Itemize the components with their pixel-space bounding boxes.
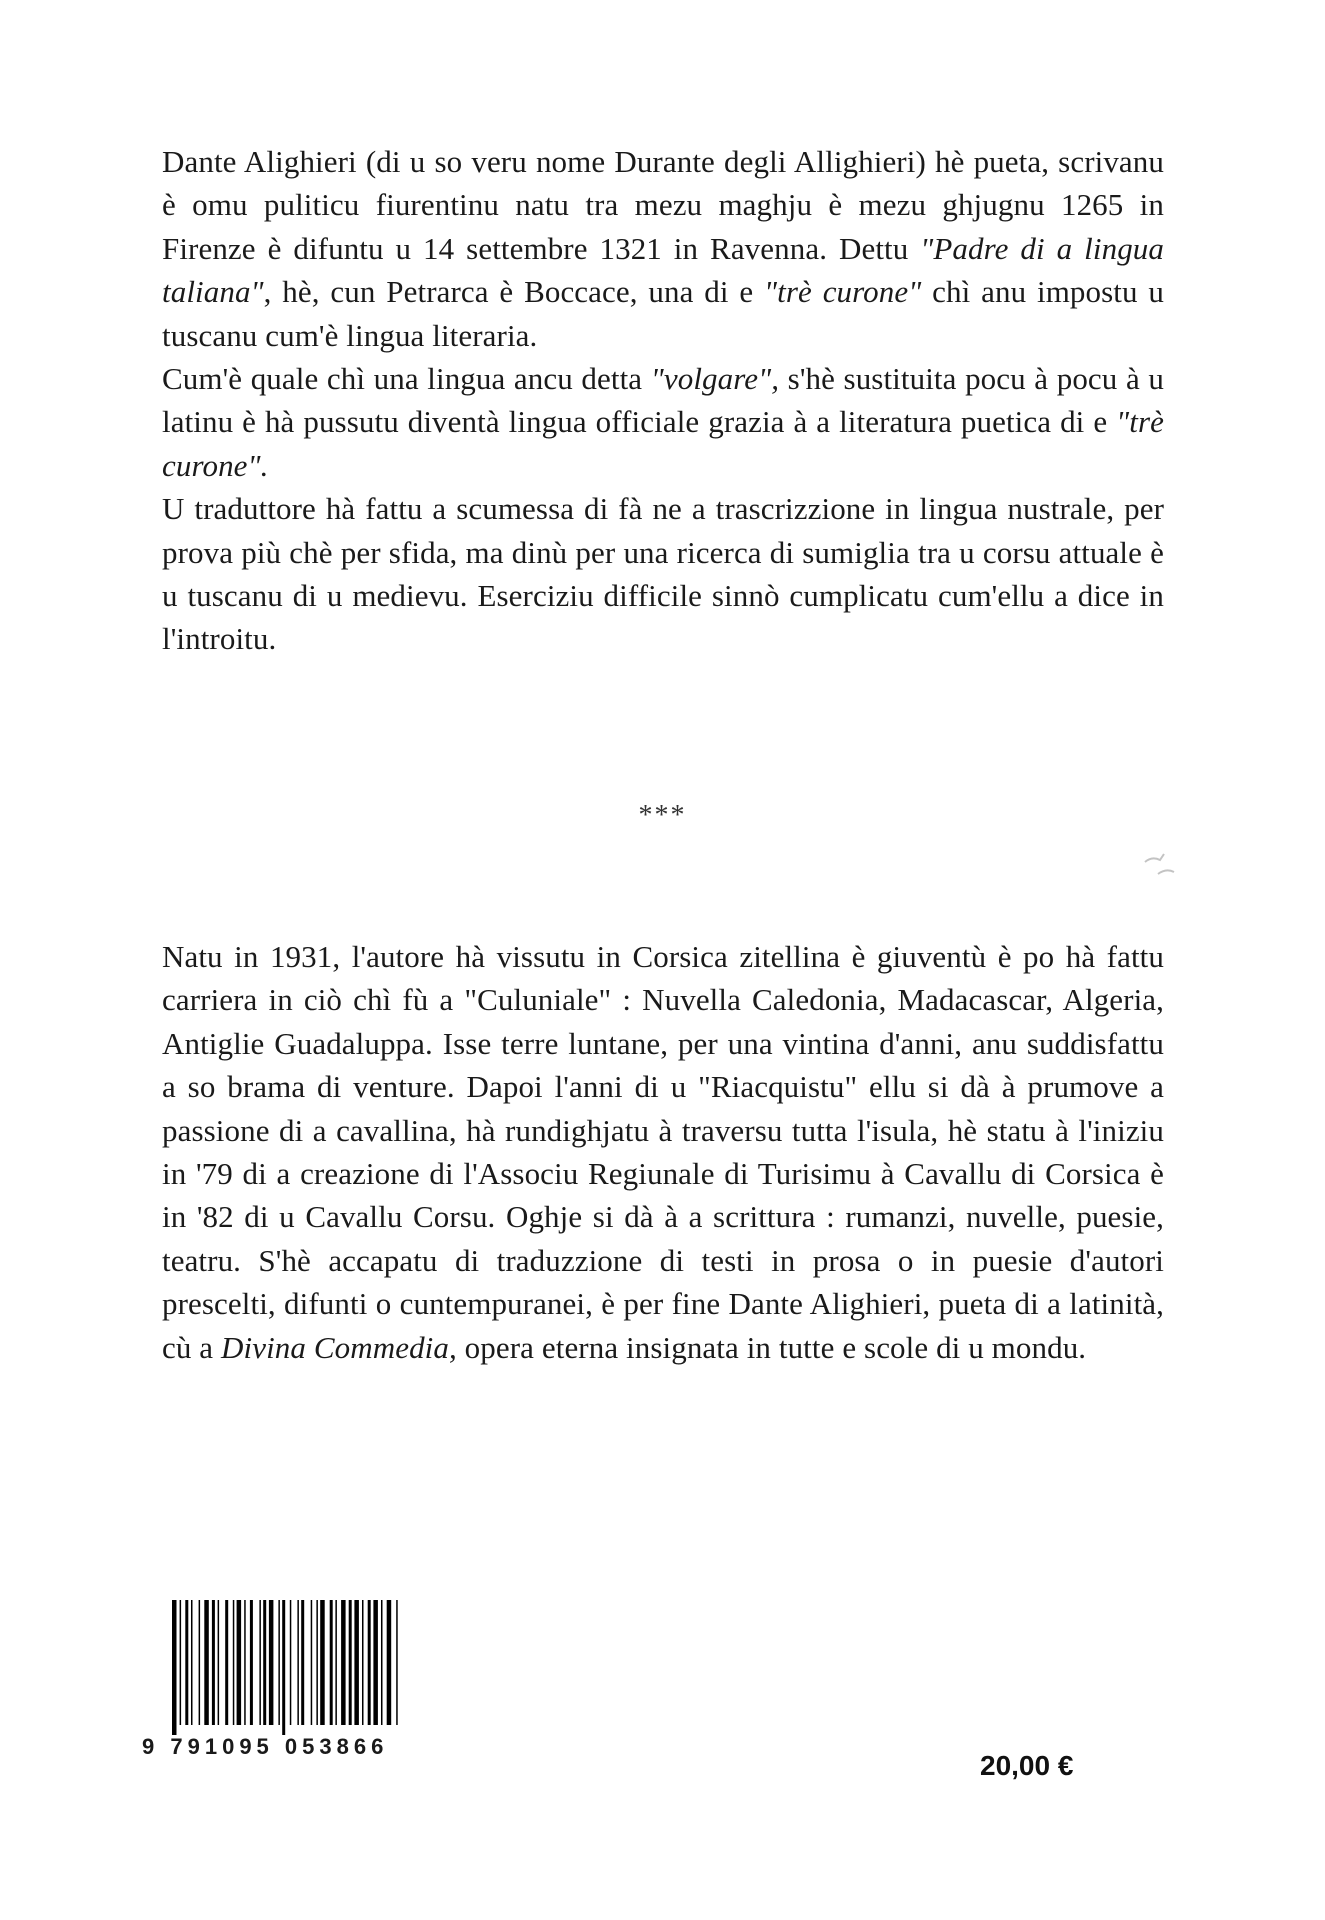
- barcode-bar: [218, 1600, 220, 1725]
- intro-paragraph-1: [162, 140, 1164, 357]
- text-run: opera eterna insignata in tutte e scole di u mondu.: [456, 1329, 1087, 1365]
- ink-smudge-icon: [1140, 848, 1180, 888]
- barcode-bar: [185, 1600, 188, 1725]
- barcode-bar: [335, 1600, 337, 1725]
- author-bio: [162, 935, 1164, 1369]
- barcode-bar: [349, 1600, 352, 1725]
- text-run: chì anu impostu u tuscanu cum'è lingua literaria.: [162, 274, 1164, 353]
- barcode-bar: [199, 1600, 201, 1725]
- barcode-bar: [387, 1600, 392, 1725]
- barcode-bar: [244, 1600, 246, 1725]
- barcode-bar: [263, 1600, 266, 1725]
- barcode-bar: [311, 1600, 313, 1725]
- barcode-bars: [142, 1600, 472, 1735]
- bio-paragraph: [162, 935, 1164, 1369]
- intro-paragraph-2: [162, 357, 1164, 487]
- barcode-bar: [180, 1600, 182, 1725]
- isbn-barcode: [142, 1600, 472, 1770]
- barcode-bar: [297, 1600, 299, 1725]
- text-run: Natu in 1931, l'autore hà vissutu in Corsica zitellina è giuventù è po hà fattu carriera in ciò chì fù a "Culuniale" : Nuvella Caledonia, Madacascar, Algeria, Antiglie Guadaluppa. Isse terre luntane, per una vintina d'anni, anu suddisfattu a so brama di venture. Dapoi l'anni di u "Riacquistu" ellu si dà à prumove a passione di a cavallina, hà rundighjatu à traversu tutta l'isula, hè statu à l'iniziu in '79 di a creazione di l'Associu Regiunale di Turisimu à Cavallu di Corsica è in '82 di u Cavallu Corsu. Oghje si dà à a scrittura : rumanzi, nuvelle, puesie, teatru. S'hè accapatu di traduzzione di testi in prosa o in puesie d'autori prescelti, difunti o cuntempuranei, è per fine Dante Alighieri, pueta di a latinità, cù a: [162, 939, 1164, 1365]
- barcode-bar: [237, 1600, 242, 1725]
- barcode-digits: [142, 1734, 472, 1760]
- barcode-bar: [354, 1600, 359, 1725]
- barcode-bar: [233, 1600, 235, 1725]
- barcode-bar: [396, 1600, 398, 1725]
- text-run: s'hè sustituita pocu à pocu à u latinu è hà pussutu diventà lingua officiale grazia à a literatura puetica di e: [162, 360, 1164, 440]
- barcode-bar: [212, 1600, 215, 1725]
- barcode-bar: [301, 1600, 304, 1725]
- barcode-bar: [191, 1600, 193, 1725]
- price-label: 20,00 €: [980, 1750, 1074, 1781]
- italic-run: Divina Commedia,: [221, 1329, 457, 1365]
- barcode-bar: [259, 1600, 261, 1725]
- intro-text: [162, 140, 1164, 661]
- italic-run: "Padre di a lingua taliana": [162, 230, 1164, 310]
- text-run: , hè, cun Petrarca è Boccace, una di e: [263, 274, 765, 310]
- barcode-group-1: 791095: [170, 1734, 274, 1759]
- text-run: Cum'è quale chì una lingua ancu detta: [162, 360, 651, 396]
- barcode-bar: [381, 1600, 383, 1725]
- barcode-bar: [172, 1600, 177, 1735]
- barcode-bar: [250, 1600, 253, 1725]
- barcode-bar: [368, 1600, 371, 1725]
- barcode-bar: [316, 1600, 318, 1725]
- italic-run: "trè curone".: [162, 404, 1164, 483]
- barcode-bar: [362, 1600, 364, 1725]
- barcode-bar: [373, 1600, 378, 1725]
- barcode-bar: [204, 1600, 209, 1725]
- barcode-first-digit: 9: [142, 1734, 160, 1759]
- barcode-bar: [269, 1600, 274, 1725]
- barcode-bar: [282, 1600, 285, 1735]
- text-run: Dante Alighieri (di u so veru nome Durante degli Allighieri) hè pueta, scrivanu è omu puliticu fiurentinu natu tra mezu maghju è mezu ghjugnu 1265 in Firenze è difuntu u 14 settembre 1321 in Ravenna. Dettu: [162, 144, 1164, 266]
- barcode-bar: [278, 1600, 280, 1725]
- barcode-bar: [341, 1600, 346, 1725]
- barcode-group-2: 053866: [284, 1734, 389, 1759]
- intro-paragraph-3: U traduttore hà fattu a scumessa di fà ne a trascrizzione in lingua nustrale, per prova più chè per sfida, ma dinù per una ricerca di sumiglia tra u corsu attuale è u tuscanu di u medievu. Eserciziu difficile sinnò cumplicatu cum'ellu a dice in l'introitu.: [162, 491, 1164, 657]
- barcode-bar: [225, 1600, 228, 1725]
- barcode-bar: [330, 1600, 333, 1725]
- barcode-bar: [290, 1600, 292, 1725]
- italic-run: "trè curone": [764, 274, 922, 310]
- section-separator: ***: [638, 800, 687, 831]
- barcode-bar: [320, 1600, 325, 1725]
- italic-run: "volgare",: [650, 360, 780, 396]
